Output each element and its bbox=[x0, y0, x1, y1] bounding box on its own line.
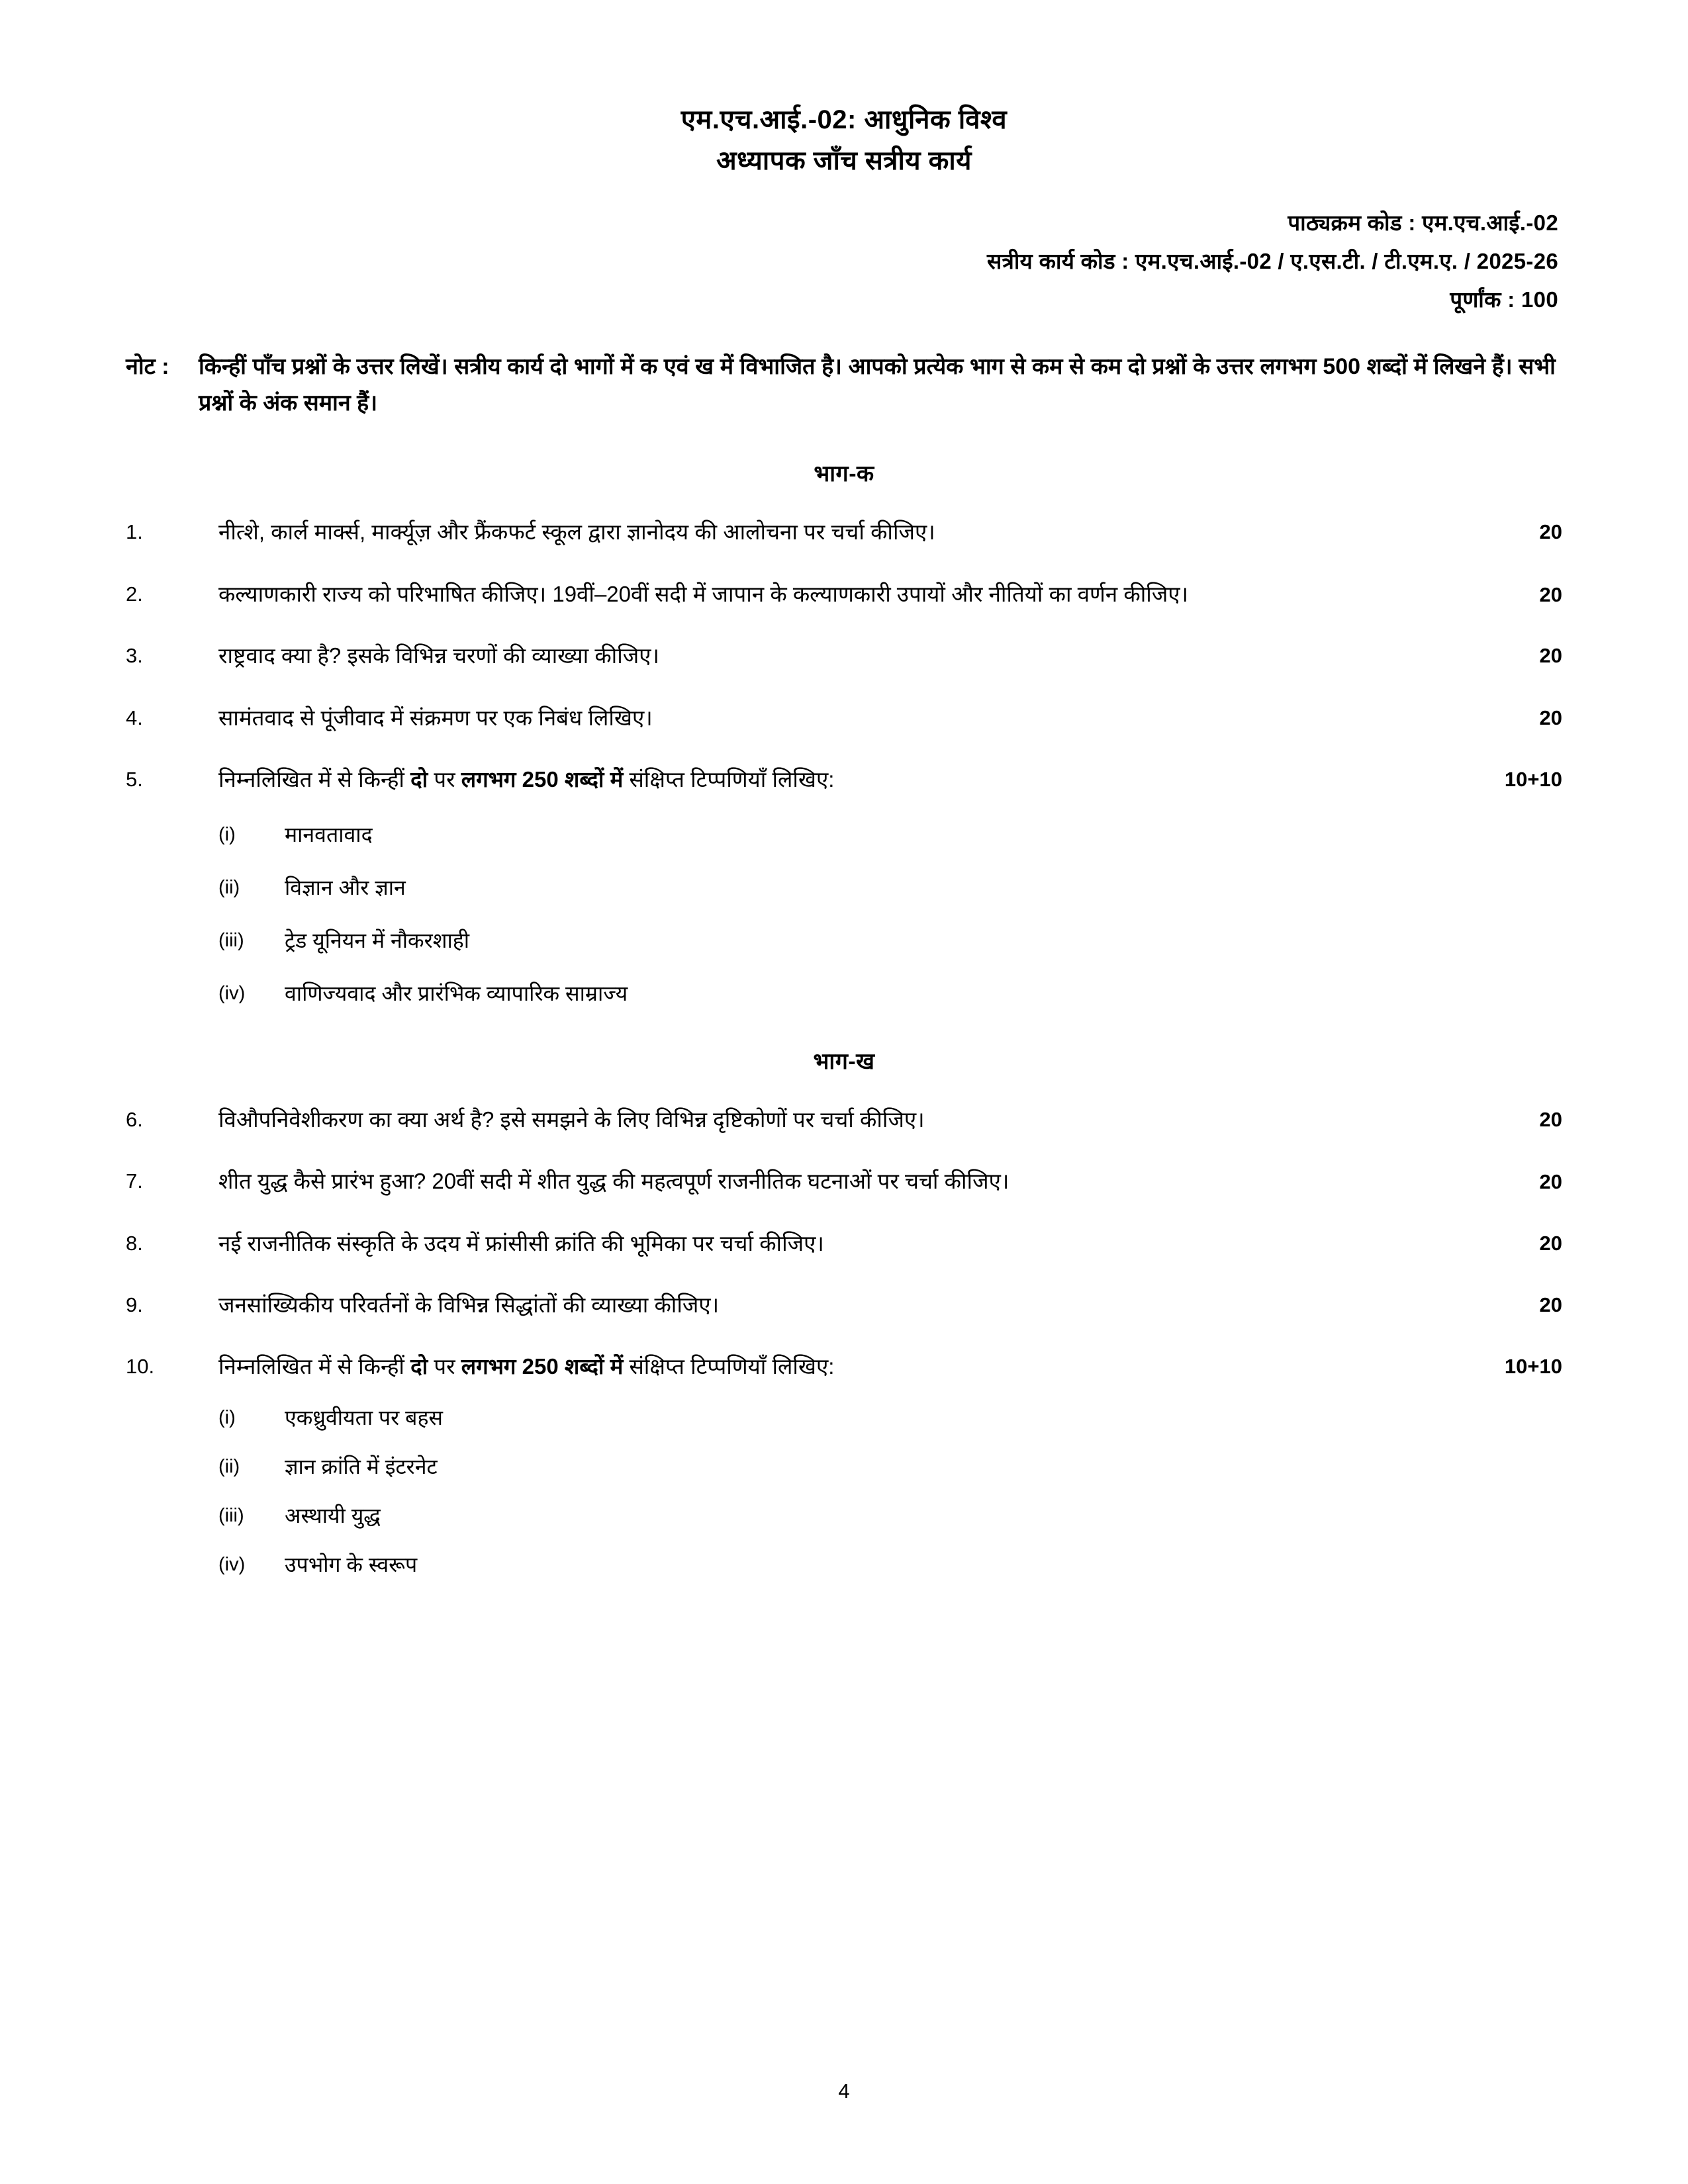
question-marks: 20 bbox=[1539, 1231, 1562, 1255]
question-item bbox=[126, 638, 1562, 673]
instructions-note bbox=[126, 349, 1562, 422]
question-number: 8. bbox=[126, 1231, 143, 1255]
question-marks: 20 bbox=[1539, 583, 1562, 607]
question-marks: 20 bbox=[1539, 705, 1562, 729]
question-text: शीत युद्ध कैसे प्रारंभ हुआ? 20वीं सदी में शीत युद्ध की महत्वपूर्ण राजनीतिक घटनाओं पर चर्चा कीजिए। bbox=[218, 1169, 1009, 1194]
sub-item-number: (iv) bbox=[218, 982, 246, 1004]
assignment-code: सत्रीय कार्य कोड : एम.एच.आई.-02 / ए.एस.टी. / टी.एम.ए. / 2025-26 bbox=[987, 248, 1558, 273]
question-text-part-1: निम्नलिखित में से किन्हीं bbox=[218, 1354, 411, 1379]
sub-item-text: अस्थायी युद्ध bbox=[285, 1503, 381, 1527]
question-number: 2. bbox=[126, 582, 143, 606]
sub-item bbox=[126, 1500, 1562, 1531]
question-item bbox=[126, 1349, 1562, 1384]
section-a-question-list bbox=[126, 514, 1562, 1009]
note-text: किन्हीं पाँच प्रश्नों के उत्तर लिखें। सत्रीय कार्य दो भागों में क एवं ख में विभाजित है। आपको प्रत्येक भाग से कम से कम दो प्रश्नों के उत्तर लगभग 500 शब्दों में लिखने हैं। सभी प्रश्नों के अंक समान हैं। bbox=[199, 354, 1556, 416]
question-number: 9. bbox=[126, 1293, 143, 1317]
sub-item bbox=[126, 925, 1562, 956]
question-text: नीत्शे, कार्ल मार्क्स, मार्क्यूज़ और फ्रैंकफर्ट स्कूल द्वारा ज्ञानोदय की आलोचना पर चर्चा कीजिए। bbox=[218, 520, 935, 545]
title-line-1: एम.एच.आई.-02: आधुनिक विश्व bbox=[680, 105, 1008, 134]
question-item bbox=[126, 762, 1562, 797]
question-text: राष्ट्रवाद क्या है? इसके विभिन्न चरणों की व्याख्या कीजिए। bbox=[218, 643, 659, 668]
max-marks: पूर्णांक : 100 bbox=[1450, 287, 1558, 312]
question-text-emphasis-2: लगभग 250 शब्दों में bbox=[461, 1354, 624, 1379]
section-b-question-list bbox=[126, 1102, 1562, 1580]
question-number: 6. bbox=[126, 1107, 143, 1131]
question-text: नई राजनीतिक संस्कृति के उदय में फ्रांसीसी क्रांति की भूमिका पर चर्चा कीजिए। bbox=[218, 1230, 824, 1255]
question-text bbox=[218, 1349, 1483, 1384]
question-number: 10. bbox=[126, 1355, 155, 1379]
question-number: 7. bbox=[126, 1169, 143, 1193]
question-text-emphasis-1: दो bbox=[410, 1354, 428, 1379]
question-text-emphasis-2: लगभग 250 शब्दों में bbox=[461, 767, 624, 792]
sub-item-number: (iv) bbox=[218, 1553, 246, 1575]
question-item bbox=[126, 1287, 1562, 1322]
assignment-meta bbox=[126, 204, 1562, 318]
question-text-part-2: पर bbox=[428, 1354, 461, 1379]
question-item bbox=[126, 514, 1562, 549]
question-item bbox=[126, 1163, 1562, 1199]
question-text: कल्याणकारी राज्य को परिभाषित कीजिए। 19वीं–20वीं सदी में जापान के कल्याणकारी उपायों और नीतियों का वर्णन कीजिए। bbox=[218, 581, 1189, 606]
section-a-heading: भाग-क bbox=[814, 461, 874, 487]
question-marks: 20 bbox=[1539, 1293, 1562, 1317]
question-text-emphasis-1: दो bbox=[410, 767, 428, 792]
question-text: विऔपनिवेशीकरण का क्या अर्थ है? इसे समझने के लिए विभिन्न दृष्टिकोणों पर चर्चा कीजिए। bbox=[218, 1107, 925, 1132]
page-title bbox=[126, 99, 1562, 181]
page-number: 4 bbox=[838, 2079, 850, 2103]
sub-item bbox=[126, 978, 1562, 1009]
sub-item bbox=[126, 1451, 1562, 1482]
question-marks: 10+10 bbox=[1504, 768, 1562, 792]
question-text-part-1: निम्नलिखित में से किन्हीं bbox=[218, 767, 411, 792]
sub-item-text: वाणिज्यवाद और प्रारंभिक व्यापारिक साम्राज्य bbox=[285, 981, 628, 1005]
sub-item-text: ट्रेड यूनियन में नौकरशाही bbox=[285, 928, 470, 952]
question-text-part-2: पर bbox=[428, 767, 461, 792]
sub-item bbox=[126, 1549, 1562, 1580]
question-item bbox=[126, 1102, 1562, 1137]
sub-item-text: विज्ञान और ज्ञान bbox=[285, 875, 406, 899]
sub-item bbox=[126, 819, 1562, 850]
question-number: 4. bbox=[126, 705, 143, 729]
question-item bbox=[126, 700, 1562, 735]
question-text-part-3: संक्षिप्त टिप्पणियाँ लिखिए: bbox=[623, 1354, 835, 1379]
sub-item-text: ज्ञान क्रांति में इंटरनेट bbox=[285, 1454, 438, 1479]
sub-item-number: (ii) bbox=[218, 876, 240, 898]
sub-item bbox=[126, 872, 1562, 903]
sub-item-number: (i) bbox=[218, 823, 236, 845]
sub-item-text: मानवतावाद bbox=[285, 822, 373, 846]
question-marks: 10+10 bbox=[1504, 1355, 1562, 1379]
sub-item-text: उपभोग के स्वरूप bbox=[285, 1552, 418, 1576]
question-text-part-3: संक्षिप्त टिप्पणियाँ लिखिए: bbox=[623, 767, 835, 792]
question-number: 5. bbox=[126, 768, 143, 792]
course-code: पाठ्यक्रम कोड : एम.एच.आई.-02 bbox=[1288, 210, 1558, 235]
title-line-2: अध्यापक जाँच सत्रीय कार्य bbox=[716, 146, 972, 175]
sub-item bbox=[126, 1402, 1562, 1433]
sub-item-number: (iii) bbox=[218, 1504, 244, 1526]
question-item bbox=[126, 1226, 1562, 1261]
sub-item-number: (ii) bbox=[218, 1455, 240, 1477]
question-marks: 20 bbox=[1539, 644, 1562, 668]
question-text: सामंतवाद से पूंजीवाद में संक्रमण पर एक निबंध लिखिए। bbox=[218, 705, 653, 730]
question-text bbox=[218, 762, 1483, 797]
question-5-sub-list bbox=[126, 819, 1562, 1009]
sub-item-number: (i) bbox=[218, 1406, 236, 1428]
section-b-heading: भाग-ख bbox=[813, 1048, 875, 1074]
question-10-sub-list bbox=[126, 1402, 1562, 1580]
note-label: नोट : bbox=[126, 354, 169, 380]
question-marks: 20 bbox=[1539, 1107, 1562, 1131]
question-marks: 20 bbox=[1539, 1170, 1562, 1194]
question-number: 3. bbox=[126, 644, 143, 668]
question-number: 1. bbox=[126, 520, 143, 544]
question-marks: 20 bbox=[1539, 520, 1562, 544]
sub-item-text: एकध्रुवीयता पर बहस bbox=[285, 1405, 444, 1430]
sub-item-number: (iii) bbox=[218, 929, 244, 951]
question-item bbox=[126, 576, 1562, 612]
question-text: जनसांख्यिकीय परिवर्तनों के विभिन्न सिद्धांतों की व्याख्या कीजिए। bbox=[218, 1293, 720, 1318]
